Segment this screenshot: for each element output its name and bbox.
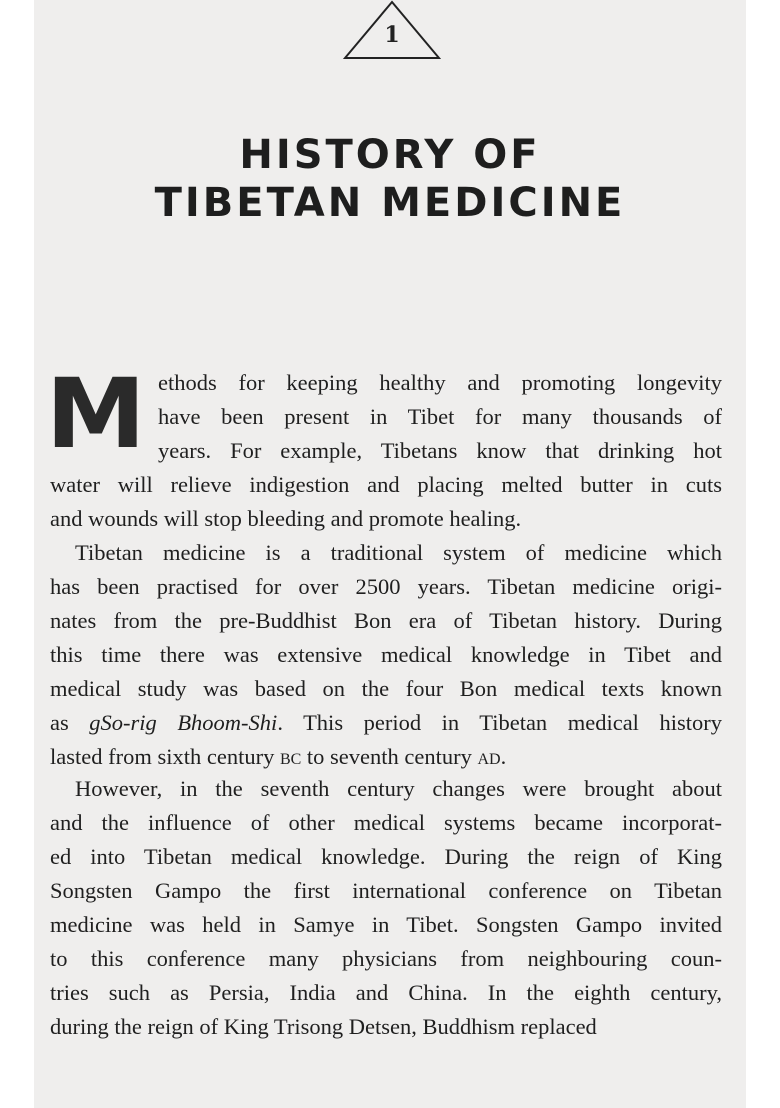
text-segment: ethods for keeping healthy and promoting longevity [158,370,722,395]
text-segment: as [50,710,90,735]
text-line [50,570,722,604]
text-line [50,874,722,908]
drop-cap: M [45,358,146,470]
small-caps-text: bc [279,744,302,769]
chapter-title-line-2: TIBETAN MEDICINE [154,180,626,226]
text-line [50,638,722,672]
text-segment: years. For example, Tibetans know that drinking hot [158,438,722,463]
text-line [50,468,722,502]
text-line [50,672,722,706]
text-line [50,976,722,1010]
chapter-number: 1 [384,22,400,48]
text-segment: to this conference many physicians from neighbouring coun- [50,946,722,971]
text-line [50,840,722,874]
text-line [50,942,722,976]
text-line [158,434,722,468]
text-line [75,772,722,806]
text-segment: water will relieve indigestion and placing melted butter in cuts [50,472,722,497]
text-segment: . This period in Tibetan medical history [277,710,722,735]
text-segment: tries such as Persia, India and China. In the eighth century, [50,980,722,1005]
text-segment: . [500,744,507,769]
italic-text: gSo-rig Bhoom-Shi [89,710,278,735]
text-line [50,908,722,942]
text-line [50,502,722,536]
text-line [50,1010,722,1044]
small-caps-text: ad [477,744,501,769]
text-line [50,604,722,638]
text-line [75,536,722,570]
text-segment: this time there was extensive medical knowledge in Tibet and [50,642,722,667]
text-line [50,806,722,840]
text-segment: has been practised for over 2500 years. Tibetan medicine origi- [50,574,722,599]
text-segment: ed into Tibetan medical knowledge. During the reign of King [50,844,722,869]
text-segment: lasted from sixth century [50,744,280,769]
text-segment: medical study was based on the four Bon medical texts known [50,676,722,701]
text-segment: However, in the seventh century changes were brought about [75,776,722,801]
text-segment: and the influence of other medical systems became incorporat- [50,810,722,835]
text-line [158,366,722,400]
text-segment: nates from the pre-Buddhist Bon era of Tibetan history. During [50,608,722,633]
text-segment: during the reign of King Trisong Detsen, Buddhism replaced [50,1014,597,1039]
text-line [50,740,722,774]
text-segment: medicine was held in Samye in Tibet. Songsten Gampo invited [50,912,722,937]
text-segment: Tibetan medicine is a traditional system of medicine which [75,540,722,565]
chapter-title-line-1: HISTORY OF [239,132,541,178]
text-segment: to seventh century [301,744,478,769]
text-segment: and wounds will stop bleeding and promote healing. [50,506,522,531]
text-segment: have been present in Tibet for many thousands of [158,404,722,429]
text-line [158,400,722,434]
text-segment: Songsten Gampo the first international conference on Tibetan [50,878,722,903]
text-line [50,706,722,740]
